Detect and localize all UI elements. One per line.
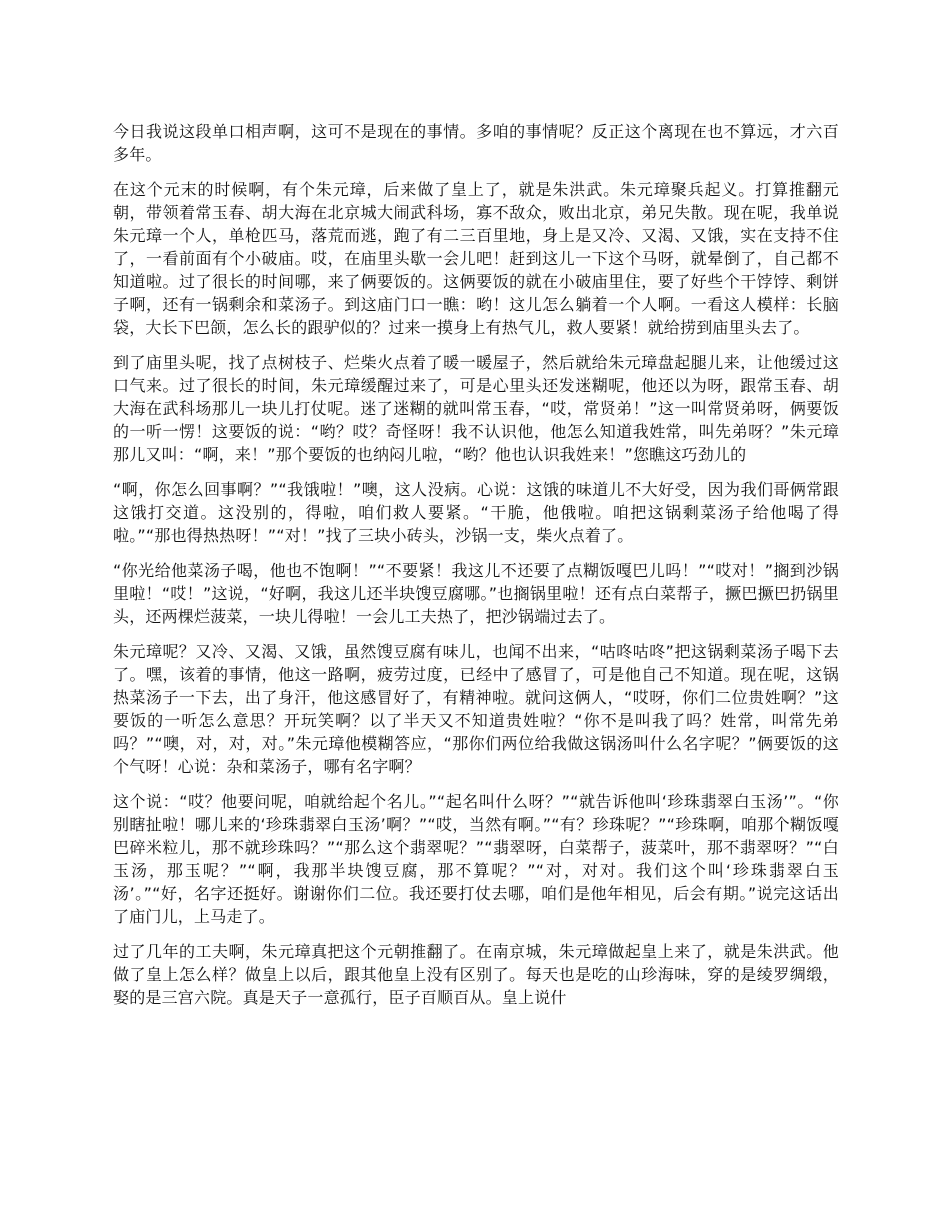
paragraph-7: 这个说：“哎？他要问呢，咱就给起个名儿。”“起名叫什么呀？”“就告诉他叫‘珍珠翡翠白玉汤’”。“你别瞎扯啦！哪儿来的‘珍珠翡翠白玉汤’啊？”“哎，当然有啊。”“有？珍珠呢？”“珍珠啊，咱那个糊饭嘎巴碎米粒儿，那不就珍珠吗？”“那么这个翡翠呢？”“翡翠呀，白菜帮子，菠菜叶，那不翡翠呀？”“白玉汤，那玉呢？”“啊，我那半块馊豆腐，那不算呢？”“对，对对。我们这个叫‘珍珠翡翠白玉汤’。”“好，名字还挺好。谢谢你们二位。我还要打仗去哪，咱们是他年相见，后会有期。”说完这话出了庙门儿，上马走了。 [113, 792, 839, 926]
document-body [113, 120, 839, 1021]
paragraph-1: 今日我说这段单口相声啊，这可不是现在的事情。多咱的事情呢？反正这个离现在也不算远，才六百多年。 [113, 122, 839, 164]
paragraph-6: 朱元璋呢？又冷、又渴、又饿，虽然馊豆腐有味儿，也闻不出来，“咕咚咕咚”把这锅剩菜汤子喝下去了。嘿，该着的事情，他这一路啊，疲劳过度，已经中了感冒了，可是他自己不知道。现在呢，这锅热菜汤子一下去，出了身汗，他这感冒好了，有精神啦。就问这俩人，“哎呀，你们二位贵姓啊？”这要饭的一听怎么意思？开玩笑啊？以了半天又不知道贵姓啦？“你不是叫我了吗？姓常，叫常先弟吗？”“噢，对，对，对。”朱元璋他模糊答应，“那你们两位给我做这锅汤叫什么名字呢？”俩要饭的这个气呀！心说：杂和菜汤子，哪有名字啊？ [113, 642, 839, 776]
paragraph-3: 到了庙里头呢，找了点树枝子、烂柴火点着了暖一暖屋子，然后就给朱元璋盘起腿儿来，让他缓过这口气来。过了很长的时间，朱元璋缓醒过来了，可是心里头还发迷糊呢，他还以为呀，跟常玉春、胡大海在武科场那儿一块儿打仗呢。迷了迷糊的就叫常玉春，“哎，常贤弟！”这一叫常贤弟呀，俩要饭的一听一愣！这要饭的说：“哟？哎？奇怪呀！我不认识他，他怎么知道我姓常，叫先弟呀？”朱元璋那儿又叫：“啊，来！”那个要饭的也纳闷儿啦，“哟？他也认识我姓来！”您瞧这巧劲儿的 [113, 353, 839, 464]
paragraph-2: 在这个元末的时候啊，有个朱元璋，后来做了皇上了，就是朱洪武。朱元璋聚兵起义。打算推翻元朝，带领着常玉春、胡大海在北京城大闹武科场，寡不敌众，败出北京，弟兄失散。现在呢，我单说朱元璋一个人，单枪匹马，落荒而逃，跑了有二三百里地，身上是又冷、又渴、又饿，实在支持不住了，一看前面有个小破庙。哎，在庙里头歇一会儿吧！赶到这儿一下这个马呀，就晕倒了，自己都不知道啦。过了很长的时间哪，来了俩要饭的。这俩要饭的就在小破庙里住，要了好些个干饽饽、剩饼子啊，还有一锅剩余和菜汤子。到这庙门口一瞧：哟！这儿怎么躺着一个人啊。一看这人模样：长脑袋，大长下巴颌，怎么长的跟驴似的？过来一摸身上有热气儿，救人要紧！就给捞到庙里头去了。 [113, 180, 839, 337]
paragraph-4: “啊，你怎么回事啊？”“我饿啦！”噢，这人没病。心说：这饿的味道儿不大好受，因为我们哥俩常跟这饿打交道。这没别的，得啦，咱们救人要紧。“干脆，他俄啦。咱把这锅剩菜汤子给他喝了得啦。”“那也得热热呀！”“对！”找了三块小砖头，沙锅一支，柴火点着了。 [113, 480, 839, 545]
paragraph-8: 过了几年的工夫啊，朱元璋真把这个元朝推翻了。在南京城，朱元璋做起皇上来了，就是朱洪武。他做了皇上怎么样？做皇上以后，跟其他皇上没有区别了。每天也是吃的山珍海味，穿的是绫罗绸缎，娶的是三宫六院。真是天子一意孤行，臣子百顺百从。皇上说什 [113, 942, 839, 1007]
paragraph-5: “你光给他菜汤子喝，他也不饱啊！”“不要紧！我这儿不还要了点糊饭嘎巴儿吗！”“哎对！”搁到沙锅里啦！“哎！”这说，“好啊，我这儿还半块馊豆腐哪。”也搁锅里啦！还有点白菜帮子，撅巴撅巴扔锅里头，还两棵烂菠菜，一块儿得啦！一会儿工夫热了，把沙锅端过去了。 [113, 561, 839, 626]
